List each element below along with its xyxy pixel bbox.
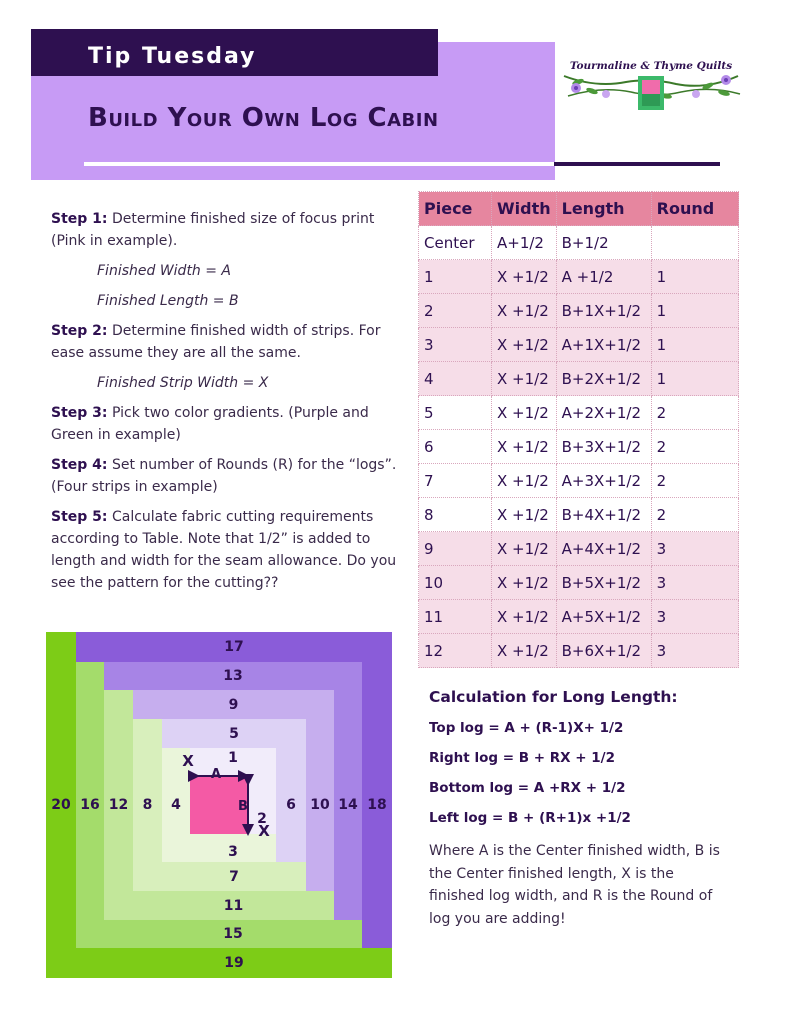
table-cell: 5 [419,396,492,430]
table-cell: X +1/2 [492,328,557,362]
log-4: 4 [162,748,190,862]
step-3: Step 3: Pick two color gradients. (Purple and Green in example) [51,405,369,443]
table-cell: B+6X+1/2 [556,634,651,668]
log-9: 9 [133,690,334,719]
table-cell: 1 [651,328,738,362]
log-13: 13 [104,662,362,690]
table-cell: 3 [651,634,738,668]
table-cell: 1 [419,260,492,294]
table-cell: 1 [651,362,738,396]
table-cell: 12 [419,634,492,668]
column-header: Length [556,192,651,226]
header-rule [84,162,554,166]
table-cell: A +1/2 [556,260,651,294]
header-rule-accent [554,162,720,166]
table-cell: A+1/2 [492,226,557,260]
table-cell: 3 [651,600,738,634]
header-kicker: Tip Tuesday [88,44,257,69]
table-cell: X +1/2 [492,498,557,532]
step-1-width-def: Finished Width = A [97,263,232,279]
log-14: 14 [334,690,362,920]
table-row [419,396,739,430]
calc-right-log: Right log = B + RX + 1/2 [429,750,615,766]
table-row [419,464,739,498]
log-cabin-diagram [46,632,392,978]
table-cell: A+3X+1/2 [556,464,651,498]
table-cell: A+1X+1/2 [556,328,651,362]
table-cell: 2 [651,396,738,430]
table-cell: 6 [419,430,492,464]
calc-bottom-log: Bottom log = A +RX + 1/2 [429,780,626,796]
table-row [419,226,739,260]
table-cell: X +1/2 [492,532,557,566]
logo [556,48,746,118]
table-cell: X +1/2 [492,566,557,600]
table-cell: Center [419,226,492,260]
dim-label-x-top: X [182,752,194,770]
log-11: 11 [133,891,334,920]
log-15: 15 [104,920,362,948]
step-2: Step 2: Determine finished width of strips. For ease assume they are all the same. [51,323,381,361]
table-row [419,566,739,600]
column-header: Round [651,192,738,226]
table-row [419,294,739,328]
calc-left-log: Left log = B + (R+1)x +1/2 [429,810,631,826]
table-row [419,260,739,294]
table-cell: 10 [419,566,492,600]
table-cell: 2 [651,498,738,532]
table-cell: 8 [419,498,492,532]
step-5: Step 5: Calculate fabric cutting requirements according to Table. Note that 1/2” is added to length and width for the seam allowance. Do you see the pattern for the cutting?? [51,509,397,591]
table-cell: 3 [419,328,492,362]
step-4: Step 4: Set number of Rounds (R) for the “logs”. (Four strips in example) [51,457,397,495]
table-cell: 9 [419,532,492,566]
logo-vine-icon [556,48,746,118]
log-6: 6 [276,748,306,862]
step-1-length-def: Finished Length = B [97,293,239,309]
table-cell: B+1/2 [556,226,651,260]
log-17: 17 [76,632,392,662]
dim-label-x-bottom: X [258,822,270,840]
table-cell: X +1/2 [492,362,557,396]
table-cell: X +1/2 [492,260,557,294]
table-cell: X +1/2 [492,600,557,634]
table-cell: X +1/2 [492,294,557,328]
table-row [419,600,739,634]
table-cell: A+2X+1/2 [556,396,651,430]
log-8: 8 [133,719,162,891]
step-2-strip-def: Finished Strip Width = X [97,375,269,391]
table-row [419,634,739,668]
log-5: 5 [162,719,306,748]
table-row [419,362,739,396]
table-cell [651,226,738,260]
log-1: 1 [190,748,276,776]
table-cell: X +1/2 [492,396,557,430]
table-cell: 2 [419,294,492,328]
table-row [419,430,739,464]
table-cell: 3 [651,566,738,600]
table-cell: 2 [651,464,738,498]
table-cell: B+2X+1/2 [556,362,651,396]
table-cell: X +1/2 [492,464,557,498]
steps-list [51,208,406,602]
column-header: Piece [419,192,492,226]
table-cell: 1 [651,260,738,294]
log-16: 16 [76,662,104,948]
step-1: Step 1: Determine finished size of focus print (Pink in example). [51,211,375,249]
logo-text: Tourmaline & Thyme Quilts [569,60,733,72]
calc-title: Calculation for Long Length: [429,688,678,706]
column-header: Width [492,192,557,226]
log-12: 12 [104,690,133,920]
table-cell: X +1/2 [492,430,557,464]
log-3: 3 [190,834,276,862]
table-row [419,498,739,532]
log-10: 10 [306,719,334,891]
log-7: 7 [162,862,306,891]
calc-note: Where A is the Center finished width, B is the Center finished length, X is the finished log width, and R is the Round of log you are adding! [429,843,720,927]
dim-label-a: A [210,766,222,782]
table-cell: A+4X+1/2 [556,532,651,566]
long-length-calculation [429,688,729,930]
calc-top-log: Top log = A + (R-1)X+ 1/2 [429,720,624,736]
table-cell: B+3X+1/2 [556,430,651,464]
log-19: 19 [76,948,392,978]
table-cell: B+5X+1/2 [556,566,651,600]
table-cell: 4 [419,362,492,396]
table-cell: B+1X+1/2 [556,294,651,328]
table-row [419,532,739,566]
log-18: 18 [362,662,392,948]
log-20: 20 [46,632,76,978]
table-cell: B+4X+1/2 [556,498,651,532]
dim-label-b: B [238,798,248,814]
cutting-table [418,191,739,668]
page-title: Build Your Own Log Cabin [88,103,439,133]
table-cell: X +1/2 [492,634,557,668]
table-header-row [419,192,739,226]
table-row [419,328,739,362]
table-cell: 7 [419,464,492,498]
table-cell: A+5X+1/2 [556,600,651,634]
table-cell: 11 [419,600,492,634]
table-cell: 2 [651,430,738,464]
log-2: 2 [248,776,276,862]
table-cell: 1 [651,294,738,328]
table-cell: 3 [651,532,738,566]
